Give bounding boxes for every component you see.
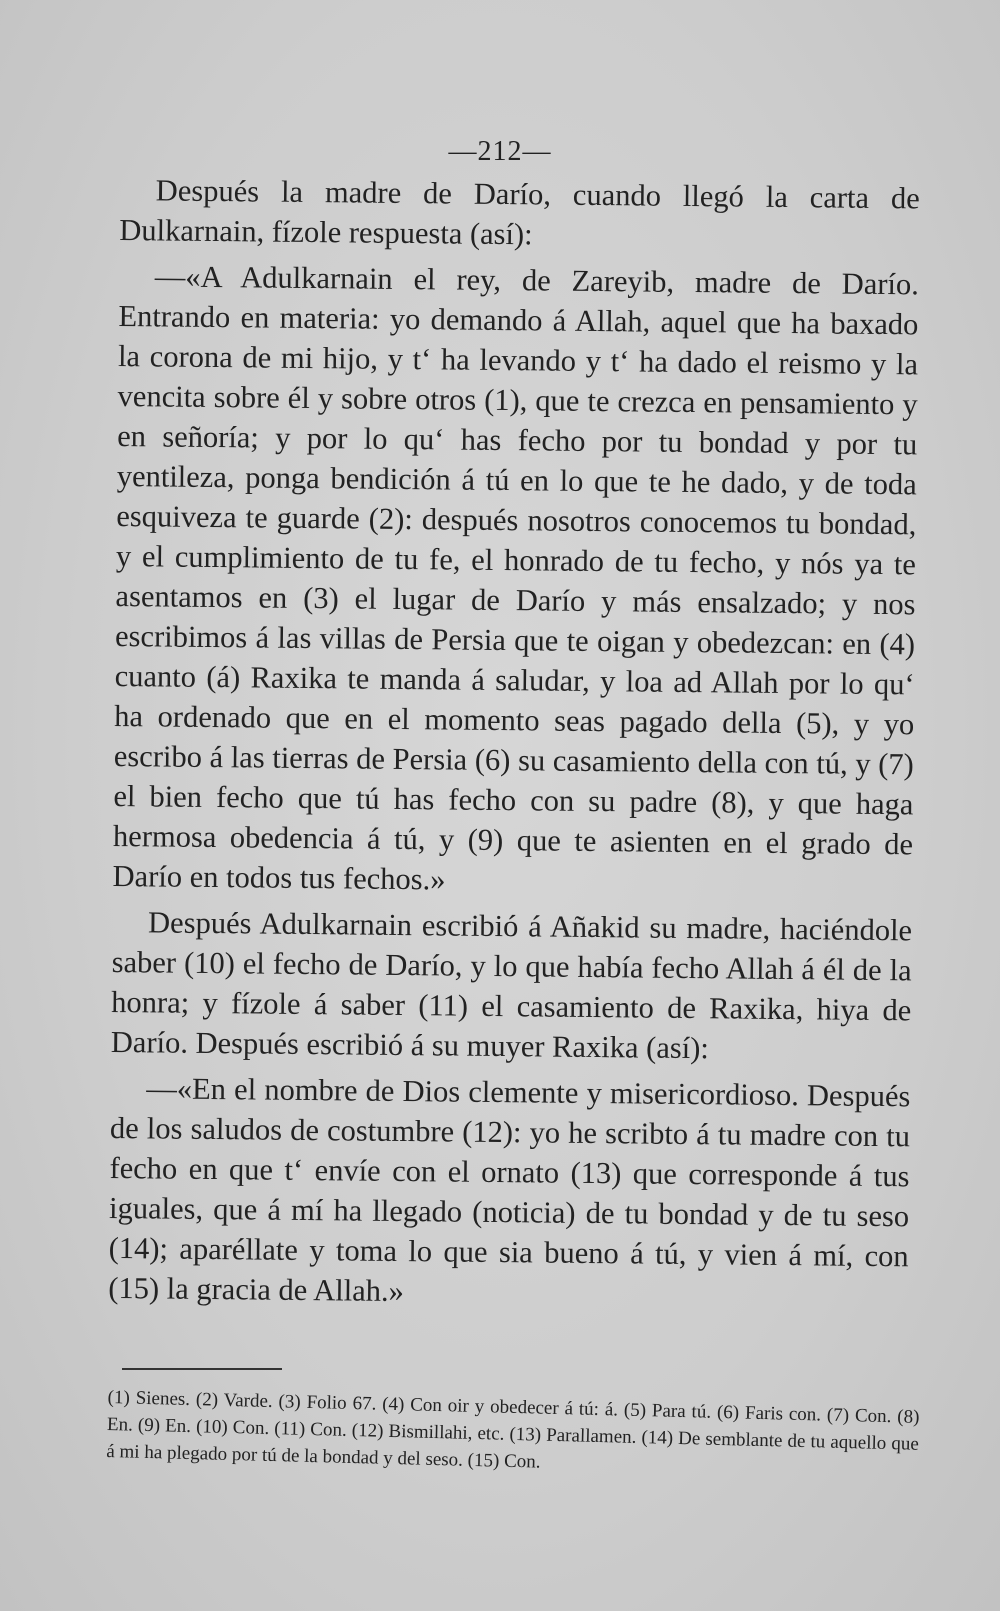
paragraph-3: Después Adulkarnain escribió á Añakid su madre, haciéndole saber (10) el fecho de Darío, y lo que había fecho Allah á él de la honra; y fízole á saber (11) el casamiento de Raxika, hiya de Darío. Después escribió á su muyer Raxika (así): bbox=[110, 905, 913, 1066]
page-number: —212— bbox=[448, 136, 552, 167]
footnotes bbox=[106, 1384, 920, 1485]
body-text bbox=[108, 170, 920, 1316]
paragraph-4: —«En el nombre de Dios clemente y misericordioso. Después de los saludos de costumbre (12): yo he scribto á tu madre con tu fecho en que t‘ envíe con el ornato (13) que corresponde á tus iguales, que á mí ha llegado (noticia) de tu bondad y de tu seso (14); aparéllate y toma lo que sia bueno á tú, y vien á mí, con (15) la gracia de Allah.» bbox=[108, 1071, 911, 1309]
paragraph-1: Después la madre de Darío, cuando llegó la carta de Dulkarnain, fízole respuesta (así): bbox=[119, 173, 920, 252]
footnote-divider bbox=[122, 1368, 282, 1370]
paragraph-2: —«A Adulkarnain el rey, de Zareyib, madre de Darío. Entrando en materia: yo demando á Allah, aquel que ha baxado la corona de mi hijo, y t‘ ha levando y t‘ ha dado el reismo y la vencita sobre él y sobre otros (1), que te crezca en pensamiento y en señoría; y por lo qu‘ has fecho por tu bondad y por tu yentileza, ponga bendición á tú en lo que te he dado, y de toda esquiveza te guarde (2): después nosotros conocemos tu bondad, y el cumplimiento de tu fe, el honrado de tu fecho, y nós ya te asentamos en (3) el lugar de Darío y más ensalzado; y nos escribimos á las villas de Persia que te oigan y obedezcan: en (4) cuanto (á) Raxika te manda á saludar, y loa ad Allah por lo qu‘ ha ordenado que en el momento seas pagado della (5), y yo escribo á las tierras de Persia (6) su casamiento della con tú, y (7) el bien fecho que tú has fecho con su padre (8), y que haga hermosa obedencia á tú, y (9) que te asienten en el grado de Darío en todos tus fechos.» bbox=[112, 259, 920, 897]
footnote-text: (1) Sienes. (2) Varde. (3) Folio 67. (4) Con oir y obedecer á tú: á. (5) Para tú. (6) Faris con. (7) Con. (8) En. (9) En. (10) Con. (11) Con. (12) Bismillahi, etc. (13) Parallamen. (14) De semblante de tu aquello que á mi ha plegado por tú de la bondad y del seso. (15) Con. bbox=[106, 1386, 920, 1473]
